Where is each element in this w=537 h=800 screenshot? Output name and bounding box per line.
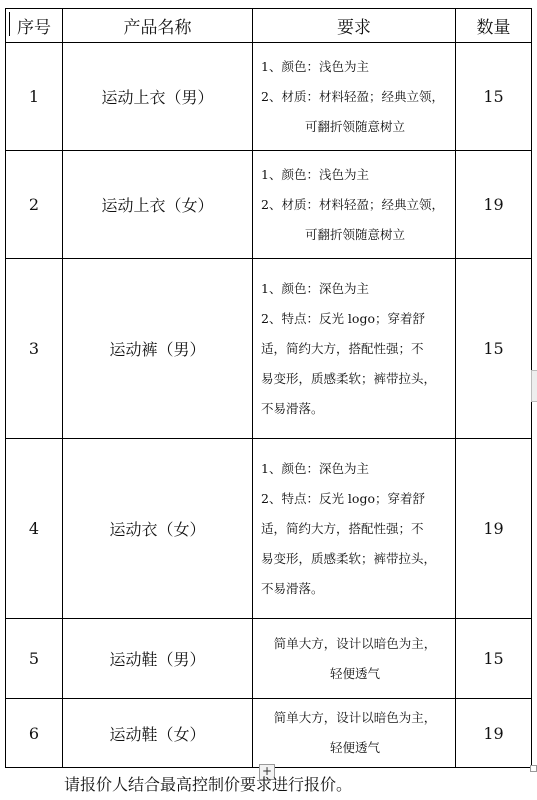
header-requirements[interactable]: 要求 (253, 9, 456, 43)
cell-product-name[interactable]: 运动上衣（男） (63, 43, 253, 151)
requirement-line: 可翻折领随意树立 (304, 226, 405, 242)
cell-index[interactable]: 4 (6, 439, 63, 619)
requirement-line: 适，简约大方，搭配性强；不 (261, 340, 424, 356)
cell-index[interactable]: 5 (6, 619, 63, 699)
table-row (6, 439, 532, 619)
requirement-line: 2、特点：反光 logo；穿着舒 (261, 490, 425, 506)
cell-index[interactable]: 2 (6, 151, 63, 259)
requirement-line: 易变形，质感柔软；裤带拉头， (261, 370, 437, 386)
requirement-line: 轻便透气 (329, 665, 380, 681)
cell-product-name[interactable]: 运动鞋（男） (63, 619, 253, 699)
requirement-line: 2、材质：材料轻盈；经典立领， (261, 88, 444, 104)
cell-quantity[interactable]: 19 (456, 151, 532, 259)
requirement-line: 2、材质：材料轻盈；经典立领， (261, 196, 444, 212)
requirement-line: 不易滑落。 (261, 400, 324, 416)
cell-requirements[interactable] (253, 259, 456, 439)
requirement-line: 易变形，质感柔软；裤带拉头， (261, 550, 437, 566)
cell-quantity[interactable]: 15 (456, 43, 532, 151)
table-row (6, 43, 532, 151)
requirement-line: 1、颜色：深色为主 (261, 280, 369, 296)
table-row (6, 699, 532, 768)
requirement-line: 不易滑落。 (261, 580, 324, 596)
cell-index[interactable]: 1 (6, 43, 63, 151)
requirement-line: 适，简约大方，搭配性强；不 (261, 520, 424, 536)
cell-product-name[interactable]: 运动上衣（女） (63, 151, 253, 259)
cell-product-name[interactable]: 运动裤（男） (63, 259, 253, 439)
requirement-line: 轻便透气 (329, 740, 380, 755)
cell-index[interactable]: 6 (6, 699, 63, 768)
table-row (6, 619, 532, 699)
table-row (6, 259, 532, 439)
requirement-line: 1、颜色：深色为主 (261, 460, 369, 476)
header-product-name[interactable]: 产品名称 (63, 9, 253, 43)
add-row-button[interactable]: + (259, 764, 275, 780)
cell-product-name[interactable]: 运动衣（女） (63, 439, 253, 619)
requirement-line: 简单大方，设计以暗色为主， (273, 710, 437, 725)
cell-requirements[interactable] (253, 43, 456, 151)
requirement-line: 简单大方，设计以暗色为主， (273, 635, 437, 651)
requirement-line: 1、颜色：浅色为主 (261, 58, 369, 74)
footnote: 请报价人结合最高控制价要求进行报价。 (64, 775, 353, 794)
table-corner-handle[interactable] (530, 765, 537, 772)
cell-requirements[interactable] (253, 151, 456, 259)
header-quantity[interactable]: 数量 (456, 9, 532, 43)
cell-requirements[interactable] (253, 439, 456, 619)
cell-quantity[interactable]: 15 (456, 619, 532, 699)
cell-index[interactable]: 3 (6, 259, 63, 439)
cell-quantity[interactable]: 19 (456, 699, 532, 768)
product-requirements-table (5, 8, 532, 768)
table-row (6, 151, 532, 259)
requirement-line: 2、特点：反光 logo；穿着舒 (261, 310, 425, 326)
cell-requirements[interactable] (253, 619, 456, 699)
cell-quantity[interactable]: 15 (456, 259, 532, 439)
table-resize-handle[interactable] (531, 370, 537, 402)
cell-quantity[interactable]: 19 (456, 439, 532, 619)
cell-requirements[interactable] (253, 699, 456, 768)
table-header-row (6, 9, 532, 43)
requirement-line: 可翻折领随意树立 (304, 118, 405, 134)
cell-product-name[interactable]: 运动鞋（女） (63, 699, 253, 768)
requirement-line: 1、颜色：浅色为主 (261, 166, 369, 182)
header-index[interactable]: 序号 (6, 9, 63, 43)
